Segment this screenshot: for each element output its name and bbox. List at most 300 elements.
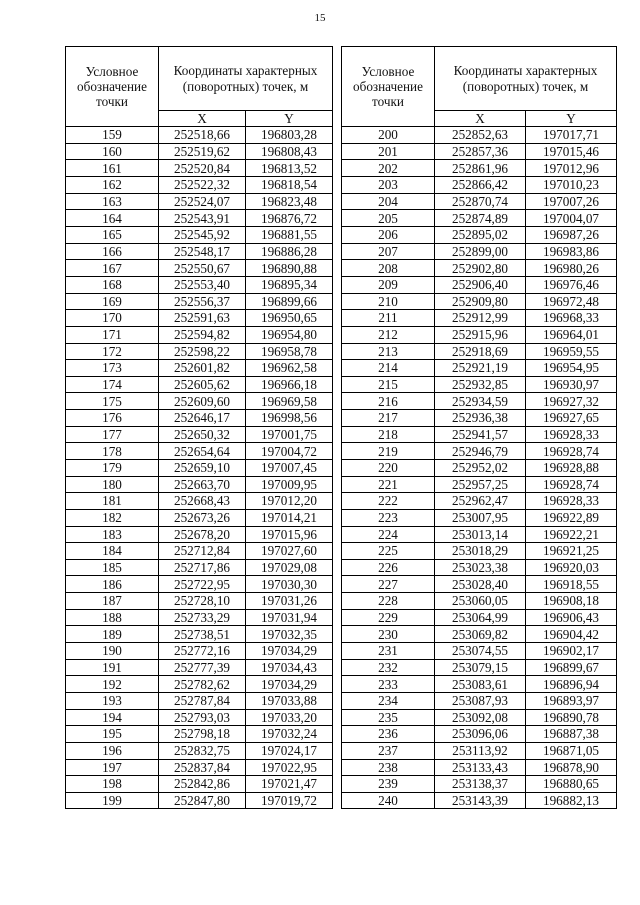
x-coordinate-cell: 252777,39	[159, 659, 246, 676]
table-row	[66, 276, 333, 293]
table-row	[342, 709, 617, 726]
point-number-cell: 186	[66, 576, 159, 593]
table-row	[66, 792, 333, 809]
point-number-cell: 184	[66, 543, 159, 560]
y-coordinate-cell: 196906,43	[526, 609, 617, 626]
table-row	[342, 410, 617, 427]
y-coordinate-cell: 196980,26	[526, 260, 617, 277]
point-number-cell: 207	[342, 243, 435, 260]
y-coordinate-cell: 197009,95	[246, 476, 333, 493]
y-coordinate-cell: 197017,71	[526, 127, 617, 144]
x-coordinate-cell: 252591,63	[159, 310, 246, 327]
point-number-cell: 201	[342, 143, 435, 160]
table-row	[66, 410, 333, 427]
y-column-header: Y	[526, 111, 617, 127]
x-coordinate-cell: 252738,51	[159, 626, 246, 643]
point-number-cell: 236	[342, 726, 435, 743]
point-number-cell: 226	[342, 559, 435, 576]
x-coordinate-cell: 253092,08	[435, 709, 526, 726]
point-number-cell: 210	[342, 293, 435, 310]
y-coordinate-cell: 196969,58	[246, 393, 333, 410]
table-row	[66, 293, 333, 310]
table-row	[66, 210, 333, 227]
table-row	[342, 310, 617, 327]
table-row	[342, 792, 617, 809]
table-row	[342, 293, 617, 310]
y-coordinate-cell: 196966,18	[246, 376, 333, 393]
x-coordinate-cell: 252899,00	[435, 243, 526, 260]
table-row	[342, 559, 617, 576]
x-coordinate-cell: 253113,92	[435, 742, 526, 759]
x-coordinate-cell: 253096,06	[435, 726, 526, 743]
y-coordinate-cell: 196871,05	[526, 742, 617, 759]
y-coordinate-cell: 197034,43	[246, 659, 333, 676]
point-number-cell: 227	[342, 576, 435, 593]
table-row	[66, 459, 333, 476]
x-coordinate-cell: 252650,32	[159, 426, 246, 443]
x-coordinate-cell: 252837,84	[159, 759, 246, 776]
x-coordinate-cell: 252522,32	[159, 177, 246, 194]
y-coordinate-cell: 196922,21	[526, 526, 617, 543]
y-coordinate-cell: 197004,72	[246, 443, 333, 460]
point-number-cell: 235	[342, 709, 435, 726]
y-coordinate-cell: 196890,88	[246, 260, 333, 277]
y-coordinate-cell: 197031,26	[246, 593, 333, 610]
y-coordinate-cell: 196896,94	[526, 676, 617, 693]
table-row	[342, 459, 617, 476]
x-coordinate-cell: 252906,40	[435, 276, 526, 293]
x-coordinate-cell: 252895,02	[435, 227, 526, 244]
coordinates-column-header: Координаты характерных (поворотных) точек, м	[435, 47, 617, 111]
point-number-cell: 198	[66, 776, 159, 793]
y-coordinate-cell: 197012,96	[526, 160, 617, 177]
x-coordinate-cell: 252957,25	[435, 476, 526, 493]
table-row	[66, 593, 333, 610]
y-coordinate-cell: 197010,23	[526, 177, 617, 194]
y-coordinate-cell: 197033,20	[246, 709, 333, 726]
table-row	[342, 343, 617, 360]
point-number-cell: 218	[342, 426, 435, 443]
y-coordinate-cell: 197015,96	[246, 526, 333, 543]
y-coordinate-cell: 196928,74	[526, 476, 617, 493]
x-coordinate-cell: 252962,47	[435, 493, 526, 510]
y-coordinate-cell: 197029,08	[246, 559, 333, 576]
point-number-cell: 239	[342, 776, 435, 793]
y-coordinate-cell: 196899,66	[246, 293, 333, 310]
table-row	[342, 726, 617, 743]
point-number-cell: 164	[66, 210, 159, 227]
x-coordinate-cell: 252798,18	[159, 726, 246, 743]
point-number-cell: 159	[66, 127, 159, 144]
y-coordinate-cell: 196880,65	[526, 776, 617, 793]
x-coordinate-cell: 252673,26	[159, 509, 246, 526]
x-coordinate-cell: 252646,17	[159, 410, 246, 427]
y-coordinate-cell: 197001,75	[246, 426, 333, 443]
x-coordinate-cell: 252545,92	[159, 227, 246, 244]
x-column-header: X	[159, 111, 246, 127]
table-row	[342, 776, 617, 793]
table-row	[66, 576, 333, 593]
table-row	[342, 576, 617, 593]
point-number-cell: 163	[66, 193, 159, 210]
table-row	[342, 543, 617, 560]
x-coordinate-cell: 252654,64	[159, 443, 246, 460]
y-coordinate-cell: 196876,72	[246, 210, 333, 227]
y-coordinate-cell: 196878,90	[526, 759, 617, 776]
x-coordinate-cell: 252934,59	[435, 393, 526, 410]
x-coordinate-cell: 253143,39	[435, 792, 526, 809]
coordinates-table-right	[341, 46, 617, 809]
y-coordinate-cell: 196902,17	[526, 643, 617, 660]
point-number-cell: 193	[66, 692, 159, 709]
table-row	[66, 609, 333, 626]
table-row	[342, 526, 617, 543]
point-number-cell: 194	[66, 709, 159, 726]
point-number-cell: 228	[342, 593, 435, 610]
table-row	[342, 276, 617, 293]
table-row	[66, 543, 333, 560]
point-number-cell: 232	[342, 659, 435, 676]
point-number-cell: 175	[66, 393, 159, 410]
point-number-cell: 208	[342, 260, 435, 277]
x-coordinate-cell: 252550,67	[159, 260, 246, 277]
point-number-cell: 172	[66, 343, 159, 360]
point-number-cell: 224	[342, 526, 435, 543]
y-coordinate-cell: 196890,78	[526, 709, 617, 726]
point-number-cell: 170	[66, 310, 159, 327]
y-coordinate-cell: 196976,46	[526, 276, 617, 293]
table-row	[66, 243, 333, 260]
y-coordinate-cell: 196895,34	[246, 276, 333, 293]
x-coordinate-cell: 252861,96	[435, 160, 526, 177]
y-coordinate-cell: 197022,95	[246, 759, 333, 776]
point-number-cell: 216	[342, 393, 435, 410]
x-coordinate-cell: 252912,99	[435, 310, 526, 327]
x-coordinate-cell: 252728,10	[159, 593, 246, 610]
x-coordinate-cell: 252712,84	[159, 543, 246, 560]
y-coordinate-cell: 197034,29	[246, 676, 333, 693]
point-column-header: Условное обозначение точки	[342, 47, 435, 127]
table-row	[66, 227, 333, 244]
table-row	[66, 177, 333, 194]
x-coordinate-cell: 252874,89	[435, 210, 526, 227]
x-coordinate-cell: 252870,74	[435, 193, 526, 210]
table-row	[66, 160, 333, 177]
x-coordinate-cell: 252601,82	[159, 360, 246, 377]
y-coordinate-cell: 197030,30	[246, 576, 333, 593]
y-coordinate-cell: 196958,78	[246, 343, 333, 360]
x-coordinate-cell: 253023,38	[435, 559, 526, 576]
point-number-cell: 168	[66, 276, 159, 293]
x-coordinate-cell: 252842,86	[159, 776, 246, 793]
y-coordinate-cell: 196882,13	[526, 792, 617, 809]
y-coordinate-cell: 197014,21	[246, 509, 333, 526]
x-coordinate-cell: 253028,40	[435, 576, 526, 593]
table-row	[66, 310, 333, 327]
table-row	[342, 676, 617, 693]
x-coordinate-cell: 252543,91	[159, 210, 246, 227]
point-number-cell: 160	[66, 143, 159, 160]
point-number-cell: 167	[66, 260, 159, 277]
point-number-cell: 234	[342, 692, 435, 709]
point-number-cell: 231	[342, 643, 435, 660]
table-row	[66, 776, 333, 793]
y-coordinate-cell: 196887,38	[526, 726, 617, 743]
point-number-cell: 237	[342, 742, 435, 759]
point-number-cell: 196	[66, 742, 159, 759]
point-number-cell: 209	[342, 276, 435, 293]
y-coordinate-cell: 196928,33	[526, 426, 617, 443]
table-row	[342, 127, 617, 144]
table-row	[66, 643, 333, 660]
x-coordinate-cell: 252852,63	[435, 127, 526, 144]
point-number-cell: 165	[66, 227, 159, 244]
point-number-cell: 212	[342, 326, 435, 343]
x-coordinate-cell: 252553,40	[159, 276, 246, 293]
point-number-cell: 202	[342, 160, 435, 177]
point-number-cell: 179	[66, 459, 159, 476]
x-coordinate-cell: 253138,37	[435, 776, 526, 793]
table-row	[66, 143, 333, 160]
y-coordinate-cell: 196813,52	[246, 160, 333, 177]
y-coordinate-cell: 196918,55	[526, 576, 617, 593]
y-column-header: Y	[246, 111, 333, 127]
y-coordinate-cell: 196922,89	[526, 509, 617, 526]
table-row	[66, 526, 333, 543]
point-number-cell: 221	[342, 476, 435, 493]
table-row	[66, 692, 333, 709]
x-coordinate-cell: 252832,75	[159, 742, 246, 759]
x-coordinate-cell: 252952,02	[435, 459, 526, 476]
point-number-cell: 205	[342, 210, 435, 227]
table-row	[66, 659, 333, 676]
table-row	[342, 243, 617, 260]
y-coordinate-cell: 196881,55	[246, 227, 333, 244]
x-coordinate-cell: 252524,07	[159, 193, 246, 210]
table-row	[66, 676, 333, 693]
coordinates-column-header: Координаты характерных (поворотных) точек, м	[159, 47, 333, 111]
x-coordinate-cell: 252787,84	[159, 692, 246, 709]
point-number-cell: 180	[66, 476, 159, 493]
point-number-cell: 211	[342, 310, 435, 327]
point-number-cell: 183	[66, 526, 159, 543]
x-coordinate-cell: 252902,80	[435, 260, 526, 277]
table-row	[66, 742, 333, 759]
x-coordinate-cell: 253060,05	[435, 593, 526, 610]
table-row	[342, 227, 617, 244]
y-coordinate-cell: 197027,60	[246, 543, 333, 560]
y-coordinate-cell: 197019,72	[246, 792, 333, 809]
point-number-cell: 215	[342, 376, 435, 393]
y-coordinate-cell: 197034,29	[246, 643, 333, 660]
y-coordinate-cell: 197024,17	[246, 742, 333, 759]
point-number-cell: 171	[66, 326, 159, 343]
y-coordinate-cell: 196908,18	[526, 593, 617, 610]
table-row	[342, 177, 617, 194]
table-row	[342, 210, 617, 227]
x-coordinate-cell: 252772,16	[159, 643, 246, 660]
table-row	[342, 742, 617, 759]
y-coordinate-cell: 196983,86	[526, 243, 617, 260]
point-number-cell: 238	[342, 759, 435, 776]
table-row	[342, 493, 617, 510]
point-number-cell: 195	[66, 726, 159, 743]
table-row	[66, 260, 333, 277]
x-coordinate-cell: 253013,14	[435, 526, 526, 543]
x-coordinate-cell: 252921,19	[435, 360, 526, 377]
x-coordinate-cell: 252663,70	[159, 476, 246, 493]
table-row	[66, 509, 333, 526]
x-coordinate-cell: 253007,95	[435, 509, 526, 526]
table-row	[66, 193, 333, 210]
point-number-cell: 240	[342, 792, 435, 809]
table-row	[342, 260, 617, 277]
x-coordinate-cell: 252932,85	[435, 376, 526, 393]
y-coordinate-cell: 197033,88	[246, 692, 333, 709]
x-coordinate-cell: 252518,66	[159, 127, 246, 144]
table-row	[66, 326, 333, 343]
x-coordinate-cell: 253069,82	[435, 626, 526, 643]
table-row	[342, 143, 617, 160]
x-coordinate-cell: 252909,80	[435, 293, 526, 310]
point-number-cell: 225	[342, 543, 435, 560]
table-row	[66, 426, 333, 443]
table-row	[342, 626, 617, 643]
point-number-cell: 177	[66, 426, 159, 443]
table-row	[342, 443, 617, 460]
y-coordinate-cell: 196987,26	[526, 227, 617, 244]
y-coordinate-cell: 196893,97	[526, 692, 617, 709]
x-coordinate-cell: 252857,36	[435, 143, 526, 160]
table-row	[66, 626, 333, 643]
x-coordinate-cell: 252733,29	[159, 609, 246, 626]
x-coordinate-cell: 252915,96	[435, 326, 526, 343]
y-coordinate-cell: 197015,46	[526, 143, 617, 160]
y-coordinate-cell: 196968,33	[526, 310, 617, 327]
y-coordinate-cell: 196954,95	[526, 360, 617, 377]
table-row	[342, 393, 617, 410]
table-row	[66, 726, 333, 743]
point-number-cell: 197	[66, 759, 159, 776]
y-coordinate-cell: 196920,03	[526, 559, 617, 576]
y-coordinate-cell: 196899,67	[526, 659, 617, 676]
page-number: 15	[314, 12, 326, 24]
y-coordinate-cell: 197031,94	[246, 609, 333, 626]
x-column-header: X	[435, 111, 526, 127]
point-number-cell: 230	[342, 626, 435, 643]
x-coordinate-cell: 252936,38	[435, 410, 526, 427]
point-number-cell: 192	[66, 676, 159, 693]
y-coordinate-cell: 196904,42	[526, 626, 617, 643]
point-number-cell: 174	[66, 376, 159, 393]
point-number-cell: 187	[66, 593, 159, 610]
x-coordinate-cell: 252918,69	[435, 343, 526, 360]
y-coordinate-cell: 197012,20	[246, 493, 333, 510]
table-row	[342, 759, 617, 776]
x-coordinate-cell: 252946,79	[435, 443, 526, 460]
y-coordinate-cell: 197007,45	[246, 459, 333, 476]
table-row	[342, 509, 617, 526]
y-coordinate-cell: 196927,32	[526, 393, 617, 410]
point-number-cell: 181	[66, 493, 159, 510]
table-row	[342, 326, 617, 343]
point-number-cell: 200	[342, 127, 435, 144]
point-number-cell: 219	[342, 443, 435, 460]
table-row	[342, 376, 617, 393]
x-coordinate-cell: 253074,55	[435, 643, 526, 660]
x-coordinate-cell: 252793,03	[159, 709, 246, 726]
x-coordinate-cell: 252941,57	[435, 426, 526, 443]
x-coordinate-cell: 253083,61	[435, 676, 526, 693]
x-coordinate-cell: 252519,62	[159, 143, 246, 160]
point-number-cell: 229	[342, 609, 435, 626]
point-number-cell: 185	[66, 559, 159, 576]
x-coordinate-cell: 253087,93	[435, 692, 526, 709]
point-number-cell: 188	[66, 609, 159, 626]
y-coordinate-cell: 196886,28	[246, 243, 333, 260]
y-coordinate-cell: 196962,58	[246, 360, 333, 377]
point-number-cell: 233	[342, 676, 435, 693]
table-row	[66, 443, 333, 460]
y-coordinate-cell: 196928,88	[526, 459, 617, 476]
y-coordinate-cell: 196930,97	[526, 376, 617, 393]
y-coordinate-cell: 197004,07	[526, 210, 617, 227]
y-coordinate-cell: 197032,24	[246, 726, 333, 743]
point-number-cell: 182	[66, 509, 159, 526]
point-number-cell: 162	[66, 177, 159, 194]
point-number-cell: 166	[66, 243, 159, 260]
y-coordinate-cell: 196808,43	[246, 143, 333, 160]
x-coordinate-cell: 252678,20	[159, 526, 246, 543]
point-number-cell: 222	[342, 493, 435, 510]
point-number-cell: 220	[342, 459, 435, 476]
point-number-cell: 178	[66, 443, 159, 460]
y-coordinate-cell: 197032,35	[246, 626, 333, 643]
y-coordinate-cell: 196823,48	[246, 193, 333, 210]
coordinates-table-left	[65, 46, 333, 809]
x-coordinate-cell: 252866,42	[435, 177, 526, 194]
x-coordinate-cell: 252659,10	[159, 459, 246, 476]
point-number-cell: 161	[66, 160, 159, 177]
point-number-cell: 213	[342, 343, 435, 360]
y-coordinate-cell: 196928,74	[526, 443, 617, 460]
point-number-cell: 176	[66, 410, 159, 427]
x-coordinate-cell: 253079,15	[435, 659, 526, 676]
y-coordinate-cell: 196998,56	[246, 410, 333, 427]
x-coordinate-cell: 252594,82	[159, 326, 246, 343]
y-coordinate-cell: 196927,65	[526, 410, 617, 427]
y-coordinate-cell: 196928,33	[526, 493, 617, 510]
table-row	[66, 476, 333, 493]
point-number-cell: 190	[66, 643, 159, 660]
table-row	[66, 393, 333, 410]
point-number-cell: 199	[66, 792, 159, 809]
table-row	[66, 360, 333, 377]
point-number-cell: 189	[66, 626, 159, 643]
point-number-cell: 203	[342, 177, 435, 194]
table-row	[342, 476, 617, 493]
table-row	[342, 692, 617, 709]
point-number-cell: 204	[342, 193, 435, 210]
y-coordinate-cell: 196964,01	[526, 326, 617, 343]
x-coordinate-cell: 252605,62	[159, 376, 246, 393]
y-coordinate-cell: 196818,54	[246, 177, 333, 194]
x-coordinate-cell: 252556,37	[159, 293, 246, 310]
x-coordinate-cell: 252847,80	[159, 792, 246, 809]
x-coordinate-cell: 253064,99	[435, 609, 526, 626]
table-row	[66, 759, 333, 776]
y-coordinate-cell: 197021,47	[246, 776, 333, 793]
